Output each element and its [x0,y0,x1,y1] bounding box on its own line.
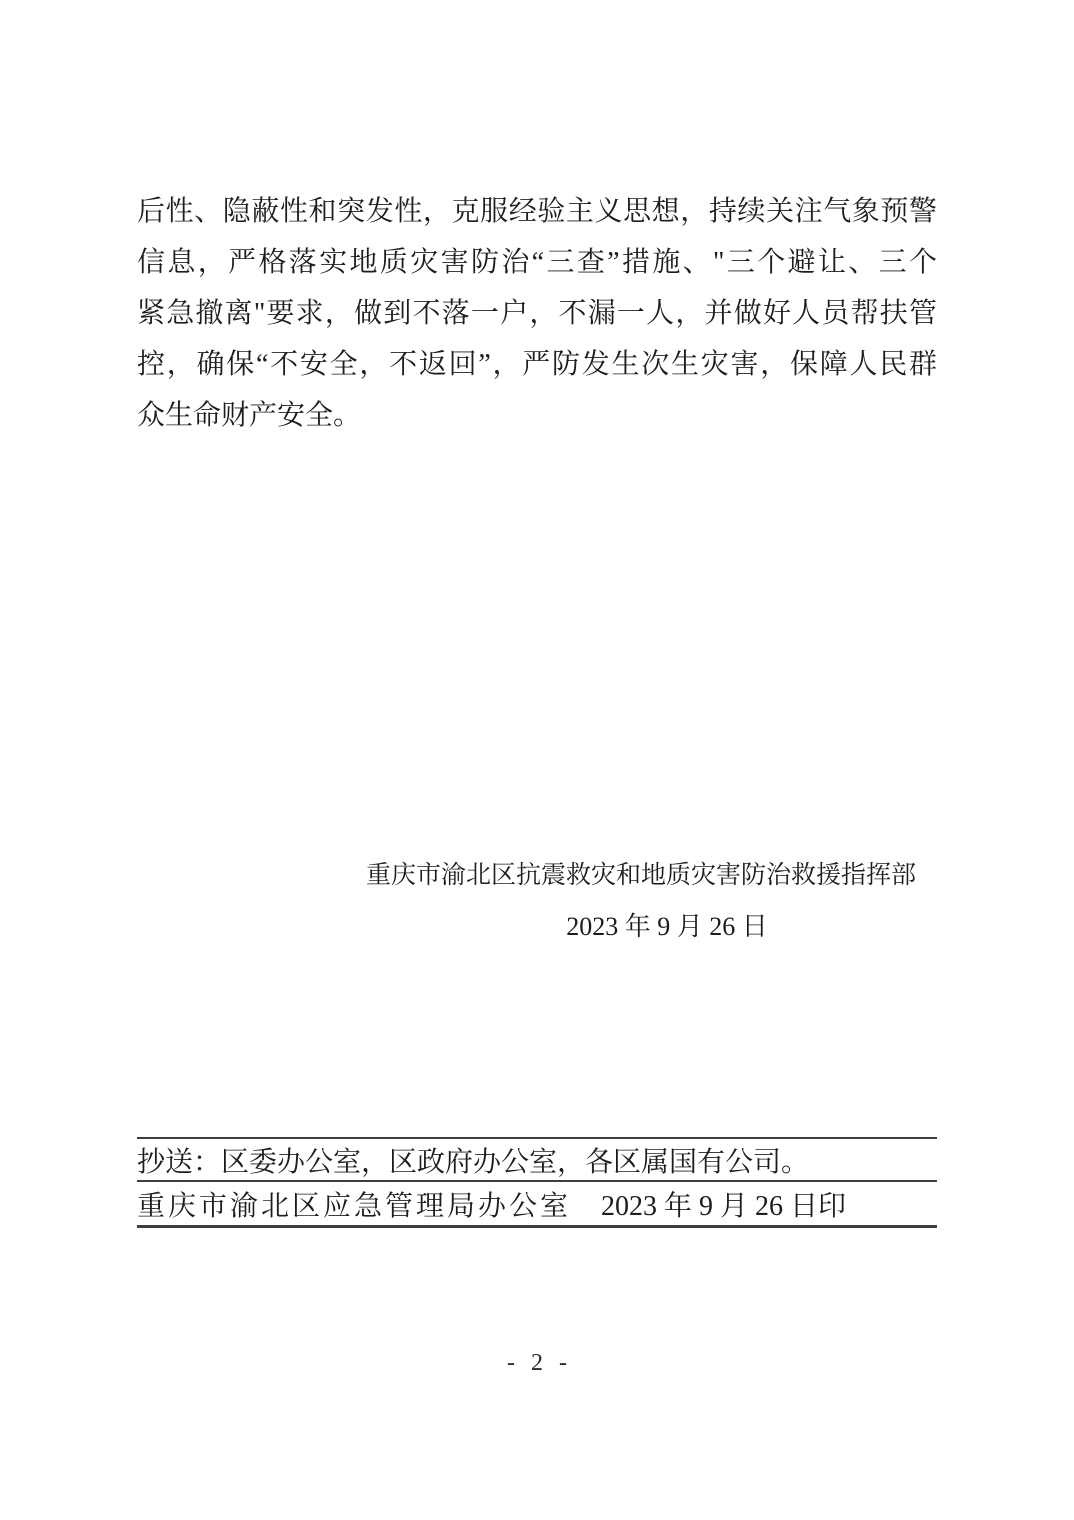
issuer-row [137,1182,937,1228]
issuer-office: 重庆市渝北区应急管理局办公室 [137,1190,572,1222]
page-number: - 2 - [507,1350,567,1376]
body-paragraph [137,186,937,441]
body-line: 信息，严格落实地质灾害防治“三查”措施、"三个避让、三个 [137,247,937,278]
body-line: 众生命财产安全。 [137,400,362,431]
copy-to-text: 抄送：区委办公室，区政府办公室，各区属国有公司。 [137,1146,810,1178]
footer-block [137,1137,937,1228]
body-line: 紧急撤离"要求，做到不落一户，不漏一人，并做好人员帮扶管 [137,298,937,329]
signature-date: 2023 年 9 月 26 日 [566,912,768,941]
copy-to-row [137,1139,937,1182]
body-line: 后性、隐蔽性和突发性，克服经验主义思想，持续关注气象预警 [137,196,937,227]
print-date: 2023 年 9 月 26 日印 [601,1190,847,1222]
body-line: 控，确保“不安全，不返回”，严防发生次生灾害，保障人民群 [137,349,937,380]
signature-authority: 重庆市渝北区抗震救灾和地质灾害防治救援指挥部 [365,862,916,889]
